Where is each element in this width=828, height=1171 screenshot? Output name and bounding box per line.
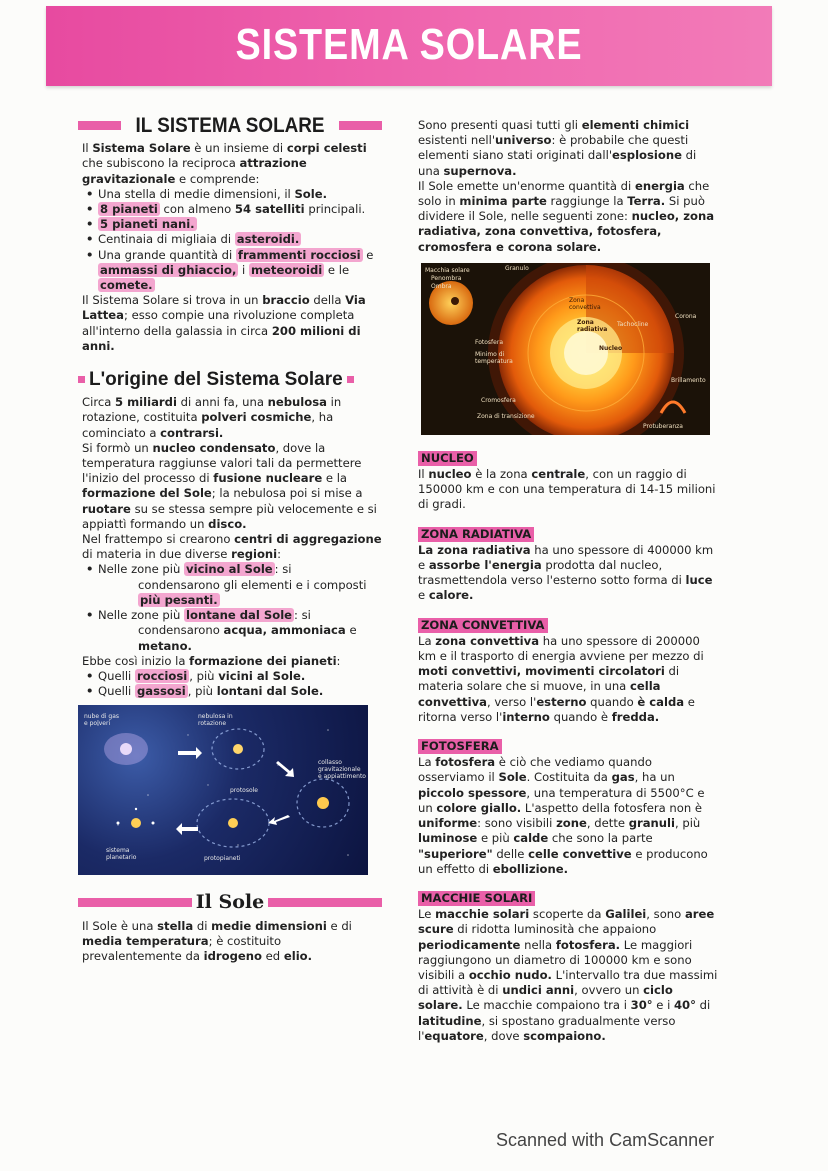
heading-square (78, 376, 85, 383)
heading-bar (78, 898, 192, 907)
nucleus-paragraph: Si formò un nucleo condensato, dove la temperatura raggiunse valori tali da permettere l'inizio del processo di fusione nucleare e la formazione del Sole; la nebulosa poi si mise a ruotare su se stessa sempre più velocemente e si appiattì formando un disco. (82, 440, 377, 531)
list-item: • Quelli rocciosi , più vicini al Sole. (92, 669, 382, 684)
list-item: • Una grande quantità di frammenti rocciosi e ammassi di ghiaccio, i meteoroidi e le comete. (92, 248, 382, 294)
heading-text: Il Sole (195, 891, 265, 914)
subtitle-zona-radiativa: ZONA RADIATIVA (418, 527, 534, 542)
right-column (418, 118, 718, 1044)
section-heading-sole (78, 891, 382, 914)
sun-label: Zona convettiva (569, 296, 601, 311)
macchie-paragraph: Le macchie solari scoperte da Galilei, sono aree scure di ridotta luminosità che appaiono periodicamente nella fotosfera. Le maggiori raggiungono un diametro di 100000 km e sono visibili a occhio nudo. L'intervallo tra due massimi di attività è di undici anni, ovvero un ciclo solare. Le macchie compaiono tra i 30° e i 40° di latitudine, si spostano gradualmente verso l'equatore, dove scompaiono. (418, 907, 718, 1043)
nebula-label: nebulosa in rotazione (198, 713, 233, 728)
nucleo-paragraph: Il nucleo è la zona centrale, con un raggio di 150000 km e con una temperatura di 14-15 milioni di gradi. (418, 467, 716, 512)
sun-label: Nucleo (599, 344, 623, 352)
heading-text: L'origine del Sistema Solare (89, 369, 343, 391)
sun-label: Macchia solare (425, 266, 470, 274)
heading-bar (339, 121, 382, 130)
list-item: • Una stella di medie dimensioni, il Sole. (92, 187, 382, 202)
list-item: • Nelle zone più lontane dal Sole : si condensarono acqua, ammoniaca e metano. (92, 608, 382, 654)
sun-label: Minimo di temperatura (475, 350, 513, 365)
title-banner (46, 6, 772, 86)
radiativa-paragraph: La zona radiativa ha uno spessore di 400000 km e assorbe l'energia prodotta dal nucleo, trasmettendola verso l'esterno sotto forma di luce e calore. (418, 542, 714, 603)
planets-formation-paragraph: Ebbe così inizio la formazione dei pianeti: (82, 653, 341, 668)
list-item: • 5 pianeti nani. (92, 217, 382, 232)
subtitle-macchie-solari: MACCHIE SOLARI (418, 891, 535, 906)
sun-label: Penombra (431, 274, 462, 282)
sun-label: Cromosfera (481, 396, 516, 404)
elements-paragraph: Sono presenti quasi tutti gli elementi chimici esistenti nell'universo: è probabile che questi elementi siano stati originati dall'esplosione di una supernova. (418, 118, 697, 178)
fotosfera-paragraph: La fotosfera è ciò che vediamo quando osserviamo il Sole. Costituita da gas, ha un piccolo spessore, una temperatura di 5500°C e un colore giallo. L'aspetto della fotosfera non è uniforme: sono visibili zone, dette granuli, più luminose e più calde che sono la parte "superiore" delle celle convettive e producono un effetto di ebollizione. (418, 755, 708, 876)
scanner-watermark: Scanned with CamScanner (496, 1130, 715, 1150)
nebula-label: sistema planetario (106, 847, 137, 862)
heading-text: IL SISTEMA SOLARE (135, 114, 325, 137)
sun-label: Fotosfera (475, 338, 504, 346)
subtitle-zona-convettiva: ZONA CONVETTIVA (418, 618, 548, 633)
list-item: • Centinaia di migliaia di asteroidi. (92, 232, 382, 247)
sun-label: Tachocline (617, 320, 649, 328)
section-heading-sistema-solare (78, 114, 382, 137)
convettiva-paragraph: La zona convettiva ha uno spessore di 200000 km e il trasporto di energia avviene per mezzo di moti convettivi, movimenti circolatori di materia solare che si muove, in una cella convettiva, verso l'esterno quando è calda e ritorna verso l'interno quando è fredda. (418, 633, 704, 724)
sun-structure-image (421, 263, 710, 435)
subtitle-nucleo: NUCLEO (418, 451, 477, 466)
list-item: • Nelle zone più vicino al Sole : si condensarono gli elementi e i composti più pesanti. (92, 562, 382, 608)
heading-square (347, 376, 354, 383)
sun-label: Corona (675, 312, 697, 320)
sun-illustration (421, 263, 710, 435)
sun-label: Ombra (431, 282, 452, 290)
intro-paragraph: Il Sistema Solare è un insieme di corpi celesti che subiscono la reciproca attrazione gravitazionale e comprende: (82, 141, 367, 186)
section-heading-origine (78, 369, 382, 391)
aggregation-paragraph: Nel frattempo si crearono centri di aggregazione di materia in due diverse regioni: (82, 532, 382, 562)
sun-paragraph: Il Sole è una stella di medie dimensioni e di media temperatura; è costituito prevalentemente da idrogeno ed elio. (82, 918, 352, 963)
list-item: • 8 pianeti con almeno 54 satelliti principali. (92, 202, 382, 217)
planet-types-list (82, 669, 382, 699)
heading-bar (78, 121, 121, 130)
sun-label: Protuberanza (643, 422, 683, 430)
subtitle-fotosfera: FOTOSFERA (418, 739, 502, 754)
nebula-label: collasso gravitazionale e appiattimento (318, 759, 366, 781)
nebula-label: protosole (230, 787, 258, 795)
origin-paragraph: Circa 5 miliardi di anni fa, una nebulosa in rotazione, costituita polveri cosmiche, ha cominciato a contrarsi. (82, 395, 342, 440)
components-list (82, 187, 382, 293)
sun-label: Zona di transizione (477, 412, 535, 420)
galaxy-paragraph: Il Sistema Solare si trova in un braccio della Via Lattea; esso compie una rivoluzione completa all'interno della galassia in circa 200 milioni di anni. (82, 293, 366, 353)
sun-label: Brillamento (671, 376, 706, 384)
energy-paragraph: Il Sole emette un'enorme quantità di energia che solo in minima parte raggiunge la Terra. Si può dividere il Sole, nelle seguenti zone: nucleo, zona radiativa, zona convettiva, fotosfera, cromosfera e corona solare. (418, 178, 715, 254)
list-item: • Quelli gassosi , più lontani dal Sole. (92, 684, 382, 699)
nebula-label: nube di gas e polveri (84, 713, 120, 728)
nebula-formation-image (78, 705, 368, 875)
nebula-label: protopianeti (204, 855, 241, 863)
heading-bar (268, 898, 382, 907)
regions-list (82, 562, 382, 653)
sun-label: Zona radiativa (577, 318, 608, 333)
sun-label: Granulo (505, 264, 529, 272)
page-title: SISTEMA SOLARE (235, 20, 583, 69)
left-column (82, 114, 382, 964)
